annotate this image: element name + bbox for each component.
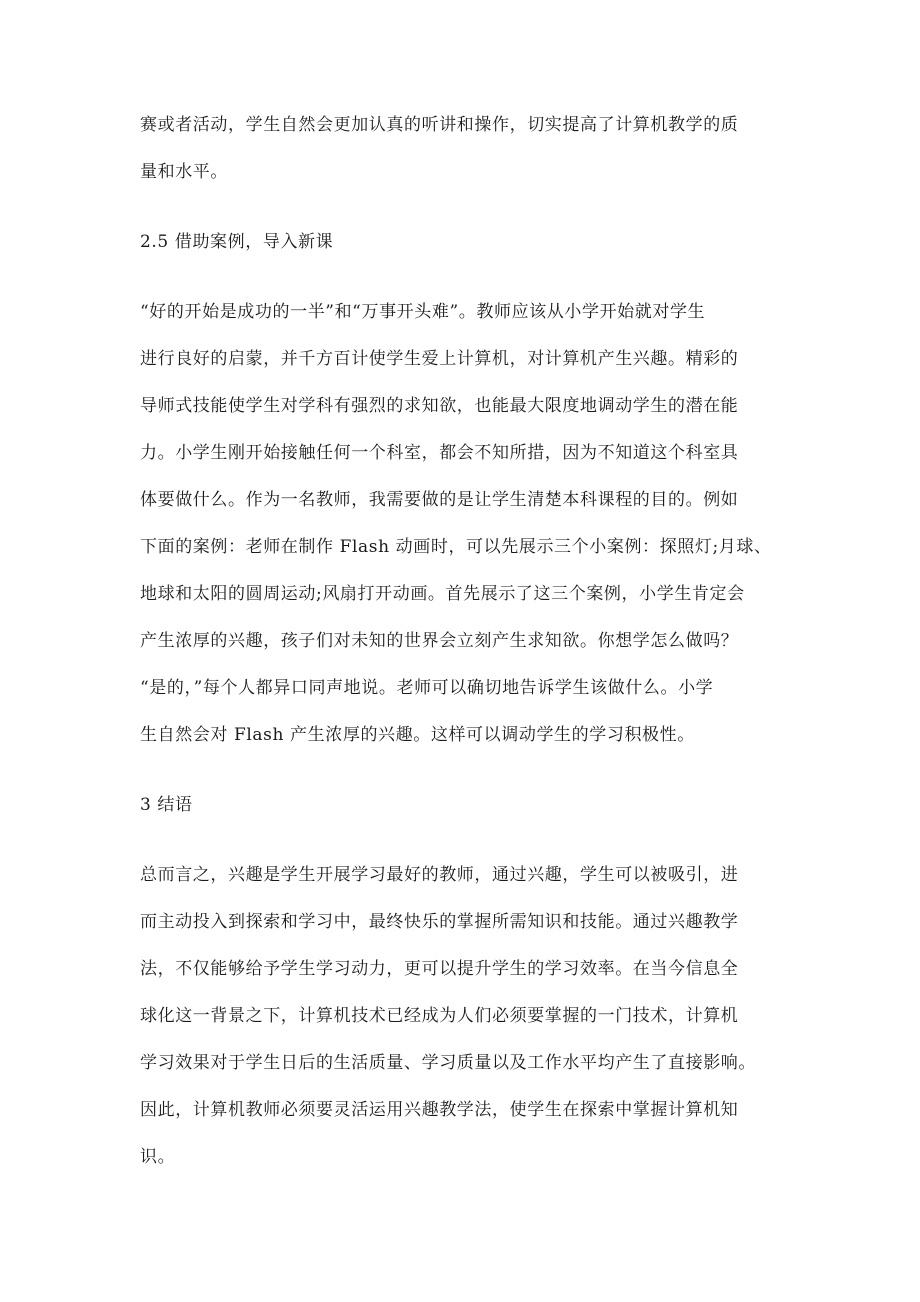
paragraph-line: 生自然会对 Flash 产生浓厚的兴趣。这样可以调动学生的学习积极性。: [140, 725, 695, 745]
paragraph-line: 下面的案例：老师在制作 Flash 动画时，可以先展示三个小案例：探照灯;月球、: [140, 537, 772, 557]
paragraph-line: 量和水平。: [140, 162, 228, 182]
paragraph-line: 赛或者活动，学生自然会更加认真的听讲和操作，切实提高了计算机教学的质: [140, 115, 739, 135]
paragraph-line: 识。: [140, 1147, 176, 1167]
paragraph-line: 总而言之，兴趣是学生开展学习最好的教师，通过兴趣，学生可以被吸引，进: [140, 865, 739, 885]
paragraph-line: 进行良好的启蒙，并千方百计使学生爱上计算机，对计算机产生兴趣。精彩的: [140, 349, 739, 369]
paragraph-line: 球化这一背景之下，计算机技术已经成为人们必须要掌握的一门技术，计算机: [140, 1006, 739, 1026]
paragraph-line: 法，不仅能够给予学生学习动力，更可以提升学生的学习效率。在当今信息全: [140, 959, 739, 979]
paragraph-line: “是的，”每个人都异口同声地说。老师可以确切地告诉学生该做什么。小学: [140, 678, 714, 698]
paragraph-line: 学习效果对于学生日后的生活质量、学习质量以及工作水平均产生了直接影响。: [140, 1053, 756, 1073]
paragraph-line: 而主动投入到探索和学习中，最终快乐的掌握所需知识和技能。通过兴趣教学: [140, 912, 739, 932]
paragraph-line: 产生浓厚的兴趣，孩子们对未知的世界会立刻产生求知欲。你想学怎么做吗？: [140, 631, 739, 651]
paragraph-line: 力。小学生刚开始接触任何一个科室，都会不知所措，因为不知道这个科室具: [140, 443, 739, 463]
paragraph-line: 因此，计算机教师必须要灵活运用兴趣教学法，使学生在探索中掌握计算机知: [140, 1100, 739, 1120]
paragraph-line: 地球和太阳的圆周运动;风扇打开动画。首先展示了这三个案例，小学生肯定会: [140, 584, 745, 604]
paragraph-line: “好的开始是成功的一半”和“万事开头难”。教师应该从小学开始就对学生: [140, 302, 706, 322]
paragraph-line: 体要做什么。作为一名教师，我需要做的是让学生清楚本科课程的目的。例如: [140, 490, 739, 510]
section-heading-2-5: 2.5 借助案例，导入新课: [140, 232, 334, 252]
paragraph-line: 导师式技能使学生对学科有强烈的求知欲，也能最大限度地调动学生的潜在能: [140, 396, 739, 416]
section-heading-3: 3 结语: [140, 795, 193, 815]
